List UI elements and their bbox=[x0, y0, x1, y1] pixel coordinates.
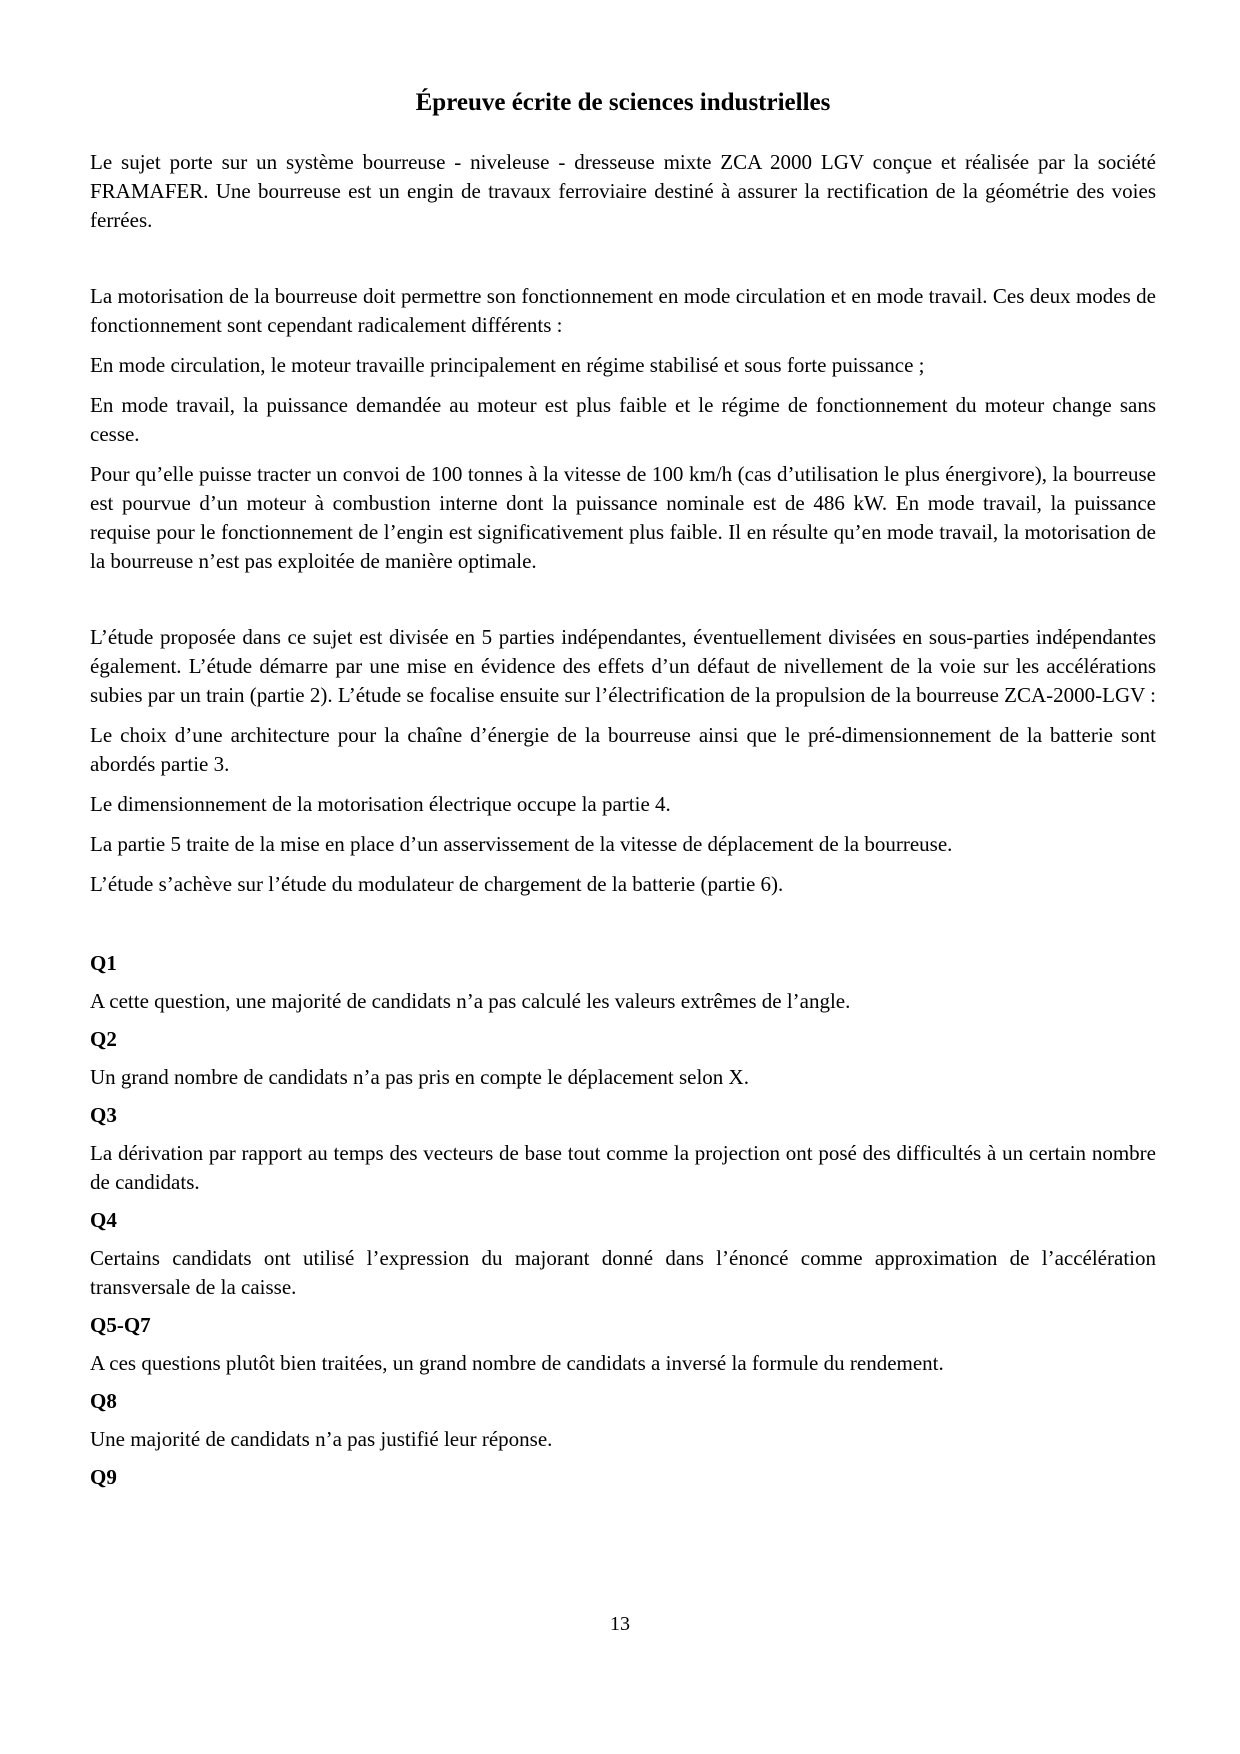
page-number: 13 bbox=[610, 1613, 630, 1635]
question-label: Q2 bbox=[90, 1027, 117, 1051]
intro-paragraph-1: Le sujet porte sur un système bourreuse - niveleuse - dresseuse mixte ZCA 2000 LGV conçue et réalisée par la société FRAMAFER. Une bourreuse est un engin de travaux ferroviaire destiné à assurer la rectification de la géométrie des voies ferrées. bbox=[90, 150, 1156, 232]
intro-paragraph-3: En mode circulation, le moteur travaille principalement en régime stabilisé et sous forte puissance ; bbox=[90, 353, 925, 377]
question-comment: Certains candidats ont utilisé l’expression du majorant donné dans l’énoncé comme approximation de l’accélération transversale de la caisse. bbox=[90, 1246, 1156, 1299]
document-page bbox=[90, 88, 1156, 1501]
question-comment: A cette question, une majorité de candidats n’a pas calculé les valeurs extrêmes de l’angle. bbox=[90, 989, 851, 1013]
question-comment: Un grand nombre de candidats n’a pas pris en compte le déplacement selon X. bbox=[90, 1065, 749, 1089]
intro-paragraph-10: L’étude s’achève sur l’étude du modulateur de chargement de la batterie (partie 6). bbox=[90, 872, 784, 896]
intro-paragraph-6: L’étude proposée dans ce sujet est divisée en 5 parties indépendantes, éventuellement divisées en sous-parties indépendantes également. L’étude démarre par une mise en évidence des effets d’un défaut de nivellement de la voie sur les accélérations subies par un train (partie 2). L’étude se focalise ensuite sur l’électrification de la propulsion de la bourreuse ZCA-2000-LGV : bbox=[90, 625, 1157, 707]
question-comment: La dérivation par rapport au temps des vecteurs de base tout comme la projection ont posé des difficultés à un certain nombre de candidats. bbox=[90, 1141, 1156, 1194]
question-label: Q4 bbox=[90, 1208, 117, 1232]
question-label: Q8 bbox=[90, 1389, 117, 1413]
intro-paragraph-2: La motorisation de la bourreuse doit permettre son fonctionnement en mode circulation et en mode travail. Ces deux modes de fonctionnement sont cependant radicalement différents : bbox=[90, 284, 1156, 337]
question-label: Q9 bbox=[90, 1465, 117, 1489]
question-label: Q1 bbox=[90, 951, 117, 975]
intro-paragraph-7: Le choix d’une architecture pour la chaîne d’énergie de la bourreuse ainsi que le pré-dimensionnement de la batterie sont abordés partie 3. bbox=[90, 723, 1156, 776]
question-comment: A ces questions plutôt bien traitées, un grand nombre de candidats a inversé la formule du rendement. bbox=[90, 1351, 944, 1375]
question-comment: Une majorité de candidats n’a pas justifié leur réponse. bbox=[90, 1427, 553, 1451]
question-label: Q5-Q7 bbox=[90, 1313, 151, 1337]
page-title: Épreuve écrite de sciences industrielles bbox=[415, 89, 831, 116]
intro-paragraph-9: La partie 5 traite de la mise en place d’un asservissement de la vitesse de déplacement de la bourreuse. bbox=[90, 832, 953, 856]
question-label: Q3 bbox=[90, 1103, 117, 1127]
intro-paragraph-8: Le dimensionnement de la motorisation électrique occupe la partie 4. bbox=[90, 792, 671, 816]
intro-paragraph-5: Pour qu’elle puisse tracter un convoi de 100 tonnes à la vitesse de 100 km/h (cas d’utilisation le plus énergivore), la bourreuse est pourvue d’un moteur à combustion interne dont la puissance nominale est de 486 kW. En mode travail, la puissance requise pour le fonctionnement de l’engin est significativement plus faible. Il en résulte qu’en mode travail, la motorisation de la bourreuse n’est pas exploitée de manière optimale. bbox=[90, 462, 1156, 573]
intro-paragraph-4: En mode travail, la puissance demandée au moteur est plus faible et le régime de fonctionnement du moteur change sans cesse. bbox=[90, 393, 1156, 446]
